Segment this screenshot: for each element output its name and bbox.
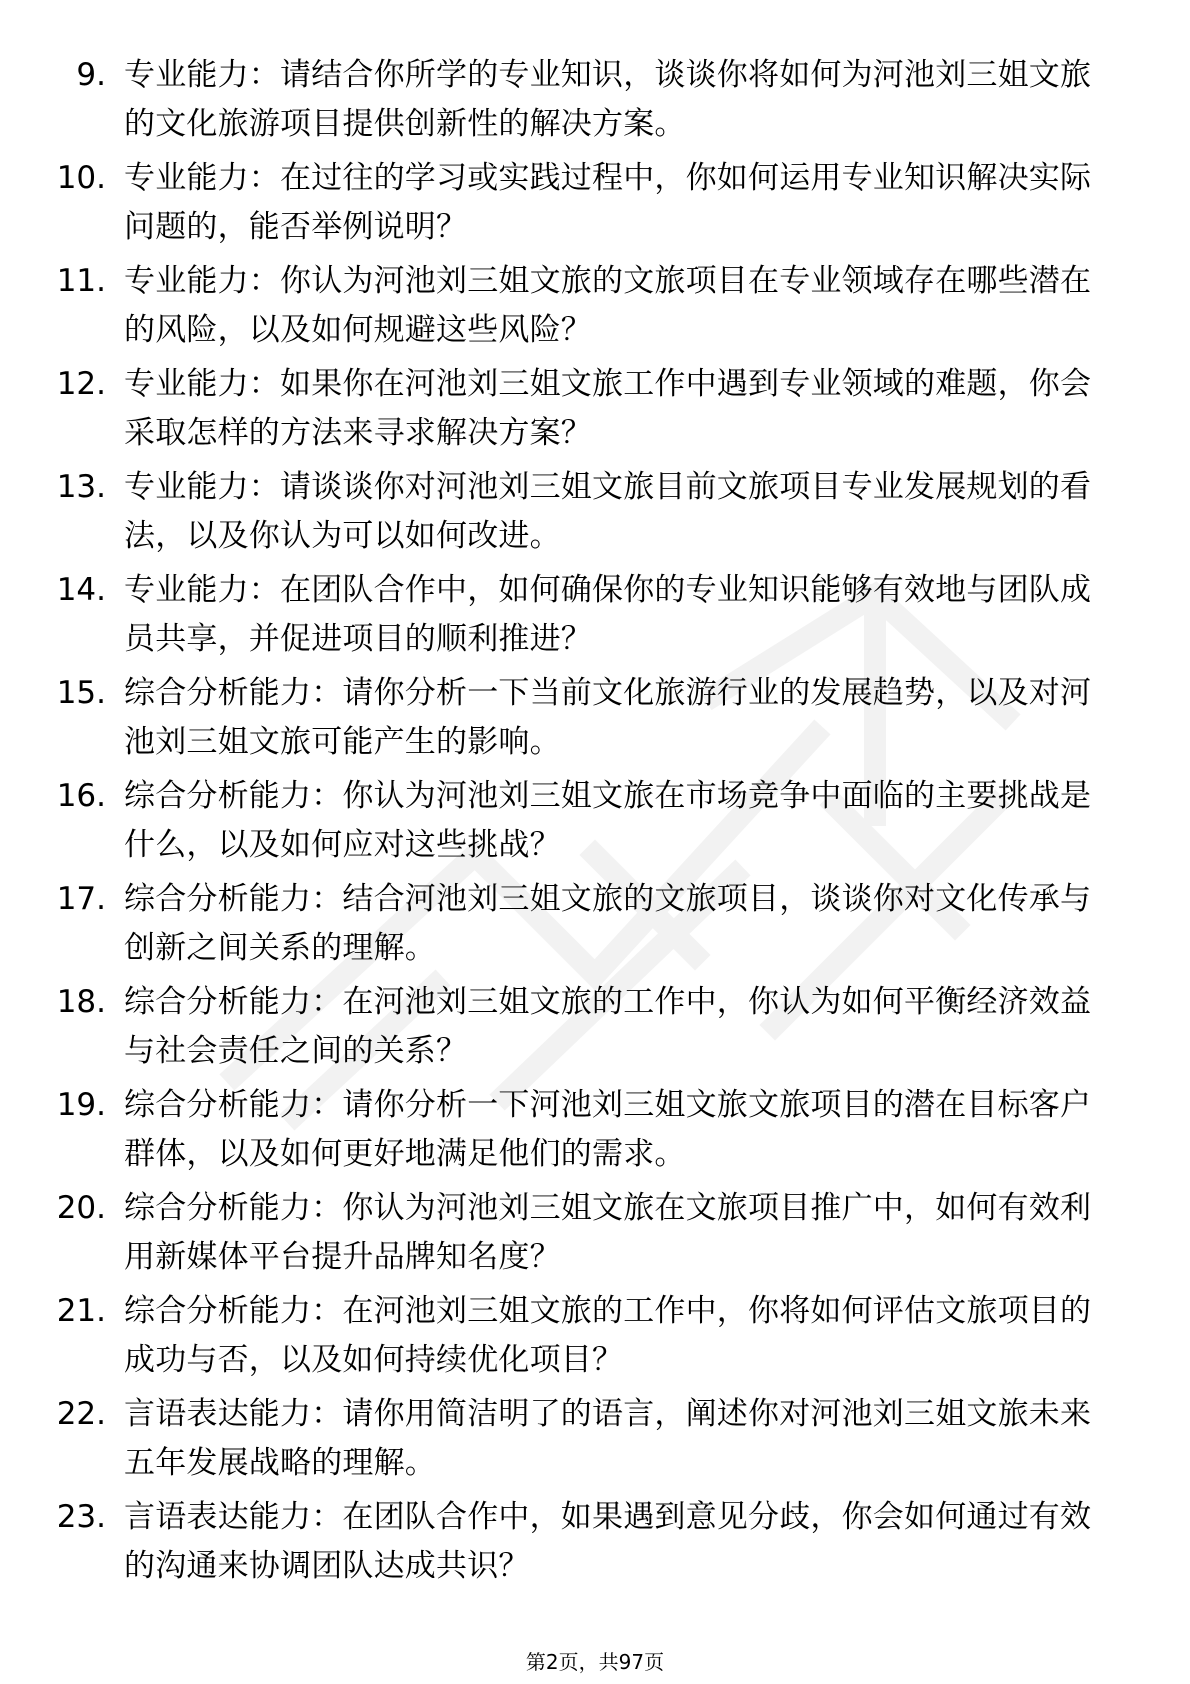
question-number: 13.: [56, 469, 106, 505]
list-item: [0, 875, 1190, 978]
question-number: 12.: [56, 366, 106, 402]
question-text: 专业能力：请结合你所学的专业知识，谈谈你将如何为河池刘三姐文旅的文化旅游项目提供创新性的解决方案。: [124, 57, 1092, 142]
question-text: 专业能力：如果你在河池刘三姐文旅工作中遇到专业领域的难题，你会采取怎样的方法来寻求解决方案？: [124, 366, 1092, 451]
list-item: [0, 1184, 1190, 1287]
question-number: 22.: [56, 1396, 106, 1432]
question-text: 综合分析能力：结合河池刘三姐文旅的文旅项目，谈谈你对文化传承与创新之间关系的理解。: [124, 881, 1092, 966]
question-text: 言语表达能力：请你用简洁明了的语言，阐述你对河池刘三姐文旅未来五年发展战略的理解。: [124, 1396, 1092, 1481]
list-item: [0, 1081, 1190, 1184]
list-item: [0, 463, 1190, 566]
question-text: 专业能力：请谈谈你对河池刘三姐文旅目前文旅项目专业发展规划的看法，以及你认为可以如何改进。: [124, 469, 1092, 554]
question-number: 14.: [56, 572, 106, 608]
question-text: 综合分析能力：在河池刘三姐文旅的工作中，你认为如何平衡经济效益与社会责任之间的关系？: [124, 984, 1092, 1069]
question-number: 20.: [56, 1190, 106, 1226]
list-item: [0, 978, 1190, 1081]
list-item: [0, 154, 1190, 257]
question-number: 15.: [56, 675, 106, 711]
page-footer: 第2页，共97页: [525, 1650, 665, 1674]
question-number: 21.: [56, 1293, 106, 1329]
question-text: 综合分析能力：在河池刘三姐文旅的工作中，你将如何评估文旅项目的成功与否，以及如何持续优化项目？: [124, 1293, 1092, 1378]
question-number: 17.: [56, 881, 106, 917]
question-text: 综合分析能力：你认为河池刘三姐文旅在文旅项目推广中，如何有效利用新媒体平台提升品牌知名度？: [124, 1190, 1092, 1275]
question-number: 10.: [56, 160, 106, 196]
question-text: 综合分析能力：请你分析一下河池刘三姐文旅文旅项目的潜在目标客户群体，以及如何更好地满足他们的需求。: [124, 1087, 1092, 1172]
question-text: 专业能力：在团队合作中，如何确保你的专业知识能够有效地与团队成员共享，并促进项目的顺利推进？: [124, 572, 1092, 657]
question-number: 11.: [56, 263, 106, 299]
list-item: [0, 257, 1190, 360]
question-list: [0, 51, 1190, 1596]
list-item: [0, 1287, 1190, 1390]
question-number: 19.: [56, 1087, 106, 1123]
list-item: [0, 1493, 1190, 1596]
list-item: [0, 360, 1190, 463]
question-text: 专业能力：在过往的学习或实践过程中，你如何运用专业知识解决实际问题的，能否举例说明？: [124, 160, 1092, 245]
question-number: 18.: [56, 984, 106, 1020]
list-item: [0, 51, 1190, 154]
list-item: [0, 772, 1190, 875]
question-text: 言语表达能力：在团队合作中，如果遇到意见分歧，你会如何通过有效的沟通来协调团队达成共识？: [124, 1499, 1092, 1584]
question-number: 23.: [56, 1499, 106, 1535]
list-item: [0, 566, 1190, 669]
question-text: 综合分析能力：你认为河池刘三姐文旅在市场竞争中面临的主要挑战是什么，以及如何应对这些挑战？: [124, 778, 1092, 863]
question-number: 16.: [56, 778, 106, 814]
question-text: 专业能力：你认为河池刘三姐文旅的文旅项目在专业领域存在哪些潜在的风险，以及如何规避这些风险？: [124, 263, 1092, 348]
list-item: [0, 669, 1190, 772]
question-number: 9.: [76, 57, 106, 93]
list-item: [0, 1390, 1190, 1493]
question-text: 综合分析能力：请你分析一下当前文化旅游行业的发展趋势，以及对河池刘三姐文旅可能产生的影响。: [124, 675, 1092, 760]
